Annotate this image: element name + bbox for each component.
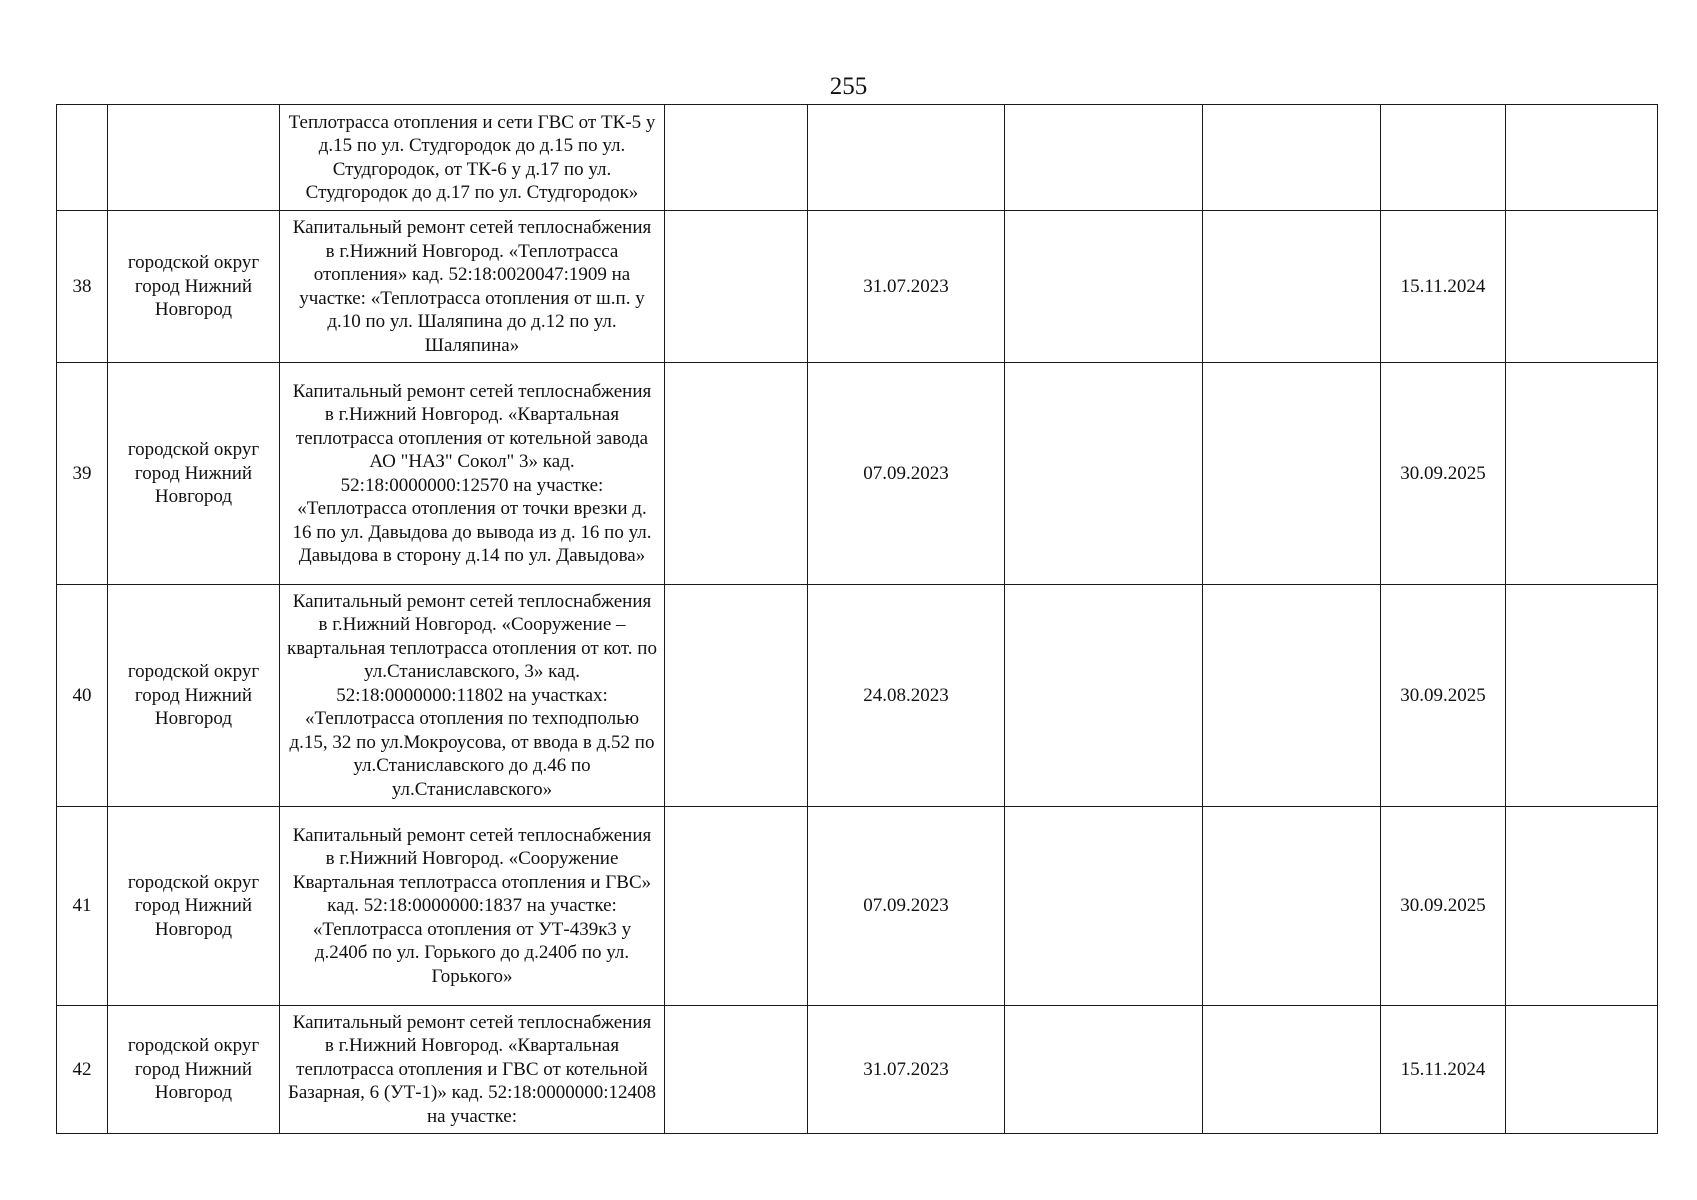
- cell-date-start: 31.07.2023: [808, 211, 1005, 363]
- cell-empty: [1005, 585, 1203, 807]
- cell-empty: [1203, 585, 1381, 807]
- cell-empty: [1005, 105, 1203, 211]
- cell-date-end: 30.09.2025: [1381, 363, 1506, 585]
- cell-date-start: 24.08.2023: [808, 585, 1005, 807]
- cell-empty: [1203, 105, 1381, 211]
- cell-empty: [1506, 807, 1658, 1006]
- cell-date-start: 07.09.2023: [808, 363, 1005, 585]
- cell-municipality: городской округ город Нижний Новгород: [108, 363, 280, 585]
- cell-empty: [1005, 1006, 1203, 1134]
- cell-empty: [665, 363, 808, 585]
- cell-date-end: 30.09.2025: [1381, 807, 1506, 1006]
- cell-num: 38: [57, 211, 108, 363]
- cell-empty: [1506, 105, 1658, 211]
- projects-table: [56, 104, 1658, 1134]
- cell-empty: [1005, 807, 1203, 1006]
- cell-municipality: городской округ город Нижний Новгород: [108, 585, 280, 807]
- cell-date-end: 15.11.2024: [1381, 1006, 1506, 1134]
- cell-num: 42: [57, 1006, 108, 1134]
- table-row-continuation: [57, 105, 1658, 211]
- cell-empty: [665, 105, 808, 211]
- cell-municipality: городской округ город Нижний Новгород: [108, 1006, 280, 1134]
- cell-empty: [1506, 211, 1658, 363]
- cell-empty: [665, 585, 808, 807]
- cell-description: Теплотрасса отопления и сети ГВС от ТК-5 у д.15 по ул. Студгородок до д.15 по ул. Студгородок, от ТК-6 у д.17 по ул. Студгородок до д.17 по ул. Студгородок»: [280, 105, 665, 211]
- cell-empty: [1005, 363, 1203, 585]
- table-row: [57, 363, 1658, 585]
- cell-date-start: 07.09.2023: [808, 807, 1005, 1006]
- cell-empty: [1506, 1006, 1658, 1134]
- cell-empty: [1506, 585, 1658, 807]
- cell-empty: [665, 807, 808, 1006]
- cell-empty: [1203, 363, 1381, 585]
- cell-date-end: [1381, 105, 1506, 211]
- cell-empty: [665, 1006, 808, 1134]
- cell-date-end: 15.11.2024: [1381, 211, 1506, 363]
- cell-date-start: [808, 105, 1005, 211]
- cell-municipality: [108, 105, 280, 211]
- cell-description: Капитальный ремонт сетей теплоснабжения в г.Нижний Новгород. «Квартальная теплотрасса отопления и ГВС от котельной Базарная, 6 (УТ-1)» кад. 52:18:0000000:12408 на участке:: [280, 1006, 665, 1134]
- cell-empty: [1203, 1006, 1381, 1134]
- cell-num: 39: [57, 363, 108, 585]
- cell-empty: [1203, 211, 1381, 363]
- cell-date-start: 31.07.2023: [808, 1006, 1005, 1134]
- cell-empty: [1506, 363, 1658, 585]
- cell-municipality: городской округ город Нижний Новгород: [108, 807, 280, 1006]
- cell-description: Капитальный ремонт сетей теплоснабжения в г.Нижний Новгород. «Сооружение Квартальная теплотрасса отопления и ГВС» кад. 52:18:0000000:1837 на участке: «Теплотрасса отопления от УТ-439к3 у д.240б по ул. Горького до д.240б по ул. Горького»: [280, 807, 665, 1006]
- cell-municipality: городской округ город Нижний Новгород: [108, 211, 280, 363]
- cell-description: Капитальный ремонт сетей теплоснабжения в г.Нижний Новгород. «Теплотрасса отопления» кад. 52:18:0020047:1909 на участке: «Теплотрасса отопления от ш.п. у д.10 по ул. Шаляпина до д.12 по ул. Шаляпина»: [280, 211, 665, 363]
- cell-date-end: 30.09.2025: [1381, 585, 1506, 807]
- cell-empty: [1203, 807, 1381, 1006]
- cell-empty: [1005, 211, 1203, 363]
- cell-empty: [665, 211, 808, 363]
- page-number: 255: [829, 73, 868, 100]
- table-row: [57, 807, 1658, 1006]
- table-row: [57, 585, 1658, 807]
- cell-num: [57, 105, 108, 211]
- cell-description: Капитальный ремонт сетей теплоснабжения в г.Нижний Новгород. «Сооружение – квартальная теплотрасса отопления от кот. по ул.Станиславского, 3» кад. 52:18:0000000:11802 на участках: «Теплотрасса отопления по техподполью д.15, 32 по ул.Мокроусова, от ввода в д.52 по ул.Станиславского до д.46 по ул.Станиславского»: [280, 585, 665, 807]
- table-row: [57, 211, 1658, 363]
- table-row: [57, 1006, 1658, 1134]
- cell-num: 40: [57, 585, 108, 807]
- cell-num: 41: [57, 807, 108, 1006]
- cell-description: Капитальный ремонт сетей теплоснабжения в г.Нижний Новгород. «Квартальная теплотрасса отопления от котельной завода АО "НАЗ" Сокол" 3» кад. 52:18:0000000:12570 на участке: «Теплотрасса отопления от точки врезки д. 16 по ул. Давыдова до вывода из д. 16 по ул. Давыдова в сторону д.14 по ул. Давыдова»: [280, 363, 665, 585]
